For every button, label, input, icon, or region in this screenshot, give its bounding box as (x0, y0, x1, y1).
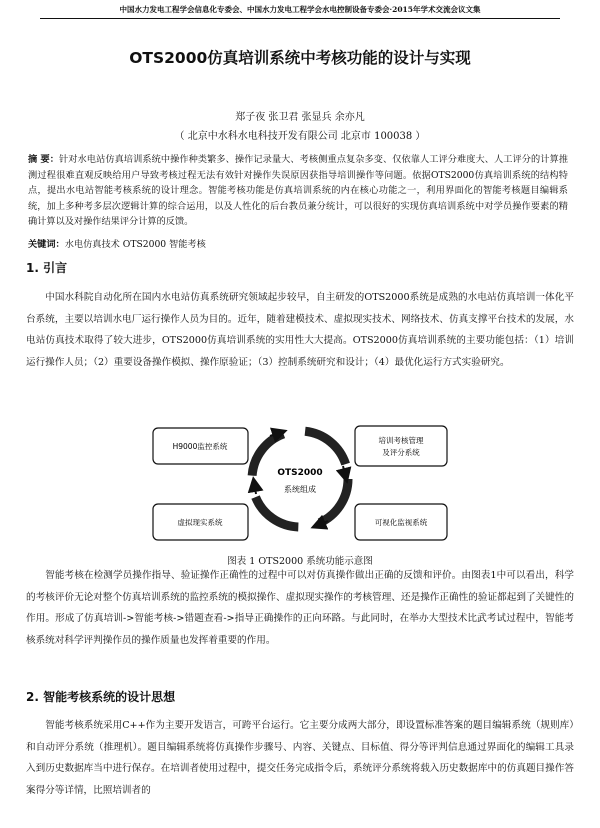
author-list: 郑子夜 张卫君 张显兵 余亦凡 (235, 112, 365, 123)
paragraph-assessment: 智能考核在检测学员操作指导、验证操作正确性的过程中可以对仿真操作做出正确的反馈和评价。由图表1中可以看出，科学的考核评价无论对整个仿真培训系统的监控系统的模拟操作、虚拟现实操作的考核管理、还是操作正确性的验证都起到了关键性的作用。形成了仿真培训->智能考核->错题查看->指导正确操作的正向环路。与此同时，在举办大型技术比武考试过程中，智能考核系统对科学评判操作员的操作质量也发挥着重要的作用。 (26, 570, 574, 646)
paragraph-design: 智能考核系统采用C++作为主要开发语言，可跨平台运行。它主要分成两大部分，即设置标准答案的题目编辑系统（规则库）和自动评分系统（推理机）。题目编辑系统将仿真操作步骤号、内容、关键点、目标值、得分等评判信息通过界面化的编辑工具录入到历史数据库当中进行保存。在培训者使用过程中，提交任务完成指令后，系统评分系统将载入历史数据库中的仿真题目操作答案得分等详情，比照培训者的 (26, 720, 574, 796)
diagram-center-title: OTS2000 (277, 468, 323, 478)
ots2000-function-diagram (150, 404, 450, 554)
paragraph-intro: 中国水科院自动化所在国内水电站仿真系统研究领域起步较早，自主研发的OTS2000系统是成熟的水电站仿真培训一体化平台系统，主要以培训水电厂运行操作人员为目的。近年，随着建模技术、虚拟现实技术、网络技术、仿真支撑平台技术的发展，水电站仿真技术取得了较大进步，OTS2000仿真培训系统的实用性大大提高。OTS2000仿真培训系统的主要功能包括：（1）培训运行操作人员；（2）重要设备操作模拟、操作原验证；（3）控制系统研究和设计；（4）最优化运行方式实验研究。 (26, 292, 574, 368)
box-virtual-reality-label: 虚拟现实系统 (177, 518, 223, 527)
box-training-management (355, 426, 447, 466)
abstract-label: 摘 要： (28, 154, 60, 165)
box-training-label-line1: 培训考核管理 (378, 436, 424, 445)
keywords (28, 236, 568, 250)
cycle-arrow-right (343, 466, 346, 478)
keywords-text: 水电仿真技术 OTS2000 智能考核 (64, 239, 206, 250)
section-heading-intro: 1. 引言 (26, 261, 68, 275)
header-rule (40, 18, 560, 19)
box-h9000-label: H9000监控系统 (172, 442, 228, 451)
abstract (28, 152, 568, 230)
keywords-label: 关键词： (28, 239, 65, 250)
section-heading-design: 2. 智能考核系统的设计思想 (26, 690, 176, 704)
cycle-arrow-left (254, 482, 256, 494)
figure-caption: 图表 1 OTS2000 系统功能示意图 (227, 556, 373, 567)
paper-title: OTS2000仿真培训系统中考核功能的设计与实现 (129, 49, 471, 67)
affiliation: （ 北京中水科水电科技开发有限公司 北京市 100038 ） (174, 131, 426, 142)
abstract-text: 针对水电站仿真培训系统中操作种类繁多、操作记录量大、考核侧重点复杂多变、仅依靠人工评分难度大、人工评分的计算推测过程很难直观反映给用户导致考核过程无法有效针对操作失误原因获指导培训操作等问题。依据OTS2000仿真培训系统的结构特点，提出水电站智能考核系统的设计理念。智能考核功能是仿真培训系统的内在核心功能之一，利用界面化的智能考核题目编辑系统，加上多种考多层次逻辑计算的综合运用，以及人性化的后台教员兼分统计，可以很好的实现仿真培训系统中对学员操作要素的精确计算以及对操作结果评分计算的反馈。 (28, 154, 569, 228)
running-header: 中国水力发电工程学会信息化专委会、中国水力发电工程学会水电控制设备专委会·2015年学术交流会议文集 (119, 5, 481, 14)
diagram-center-subtitle: 系统组成 (284, 485, 316, 494)
box-visual-monitoring-label: 可视化监视系统 (374, 518, 428, 527)
box-training-label-line2: 及评分系统 (382, 448, 420, 457)
cycle-ring (252, 431, 348, 527)
